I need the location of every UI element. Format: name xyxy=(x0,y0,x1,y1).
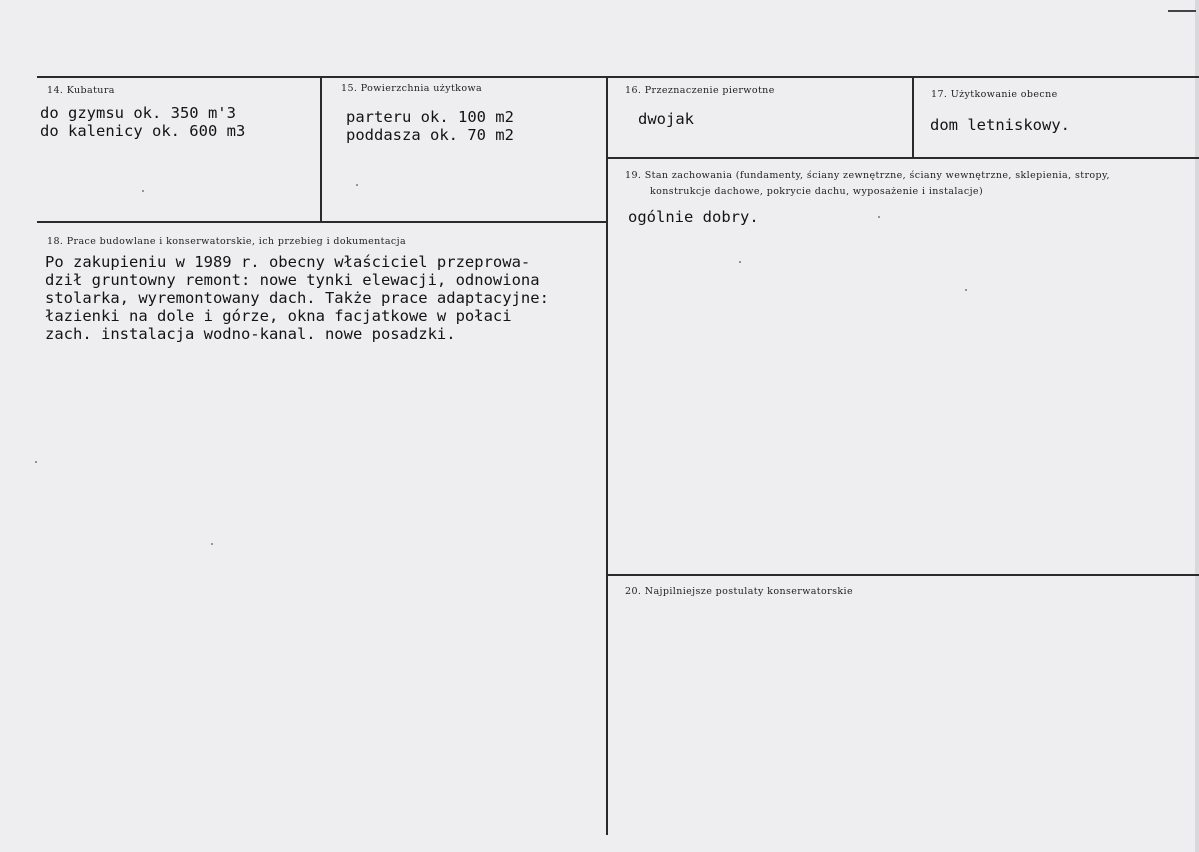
rule-under-16-17 xyxy=(608,157,1199,159)
scan-speck xyxy=(35,461,37,463)
field-14-line-1: do gzymsu ok. 350 m'3 xyxy=(40,104,236,122)
scan-speck xyxy=(878,216,880,218)
field-14-line-2: do kalenicy ok. 600 m3 xyxy=(40,122,246,140)
divider-16-17 xyxy=(912,78,914,158)
field-18-line-1: Po zakupieniu w 1989 r. obecny właściciel przeprowa- xyxy=(45,253,531,271)
field-15-line-1: parteru ok. 100 m2 xyxy=(346,108,514,126)
field-16-value: dwojak xyxy=(638,110,694,128)
divider-left-right xyxy=(606,76,608,835)
field-20-label: 20. Najpilniejsze postulaty konserwatorskie xyxy=(625,586,853,597)
field-18-line-2: dził gruntowny remont: nowe tynki elewacji, odnowiona xyxy=(45,271,540,289)
field-16-label: 16. Przeznaczenie pierwotne xyxy=(625,85,775,96)
corner-mark xyxy=(1168,10,1196,12)
card-edge-shadow xyxy=(1195,0,1199,852)
divider-14-15 xyxy=(320,76,322,223)
field-19-label-line-1: 19. Stan zachowania (fundamenty, ściany zewnętrzne, ściany wewnętrzne, sklepienia, stropy, xyxy=(625,170,1110,181)
top-rule xyxy=(37,76,1199,78)
field-18-label: 18. Prace budowlane i konserwatorskie, ich przebieg i dokumentacja xyxy=(47,236,407,247)
rule-above-20 xyxy=(608,574,1199,576)
field-19-value: ogólnie dobry. xyxy=(628,208,759,226)
scan-speck xyxy=(739,261,741,263)
field-15-label: 15. Powierzchnia użytkowa xyxy=(341,83,483,94)
field-19-label-line-2: konstrukcje dachowe, pokrycie dachu, wyposażenie i instalacje) xyxy=(650,186,984,197)
field-17-value: dom letniskowy. xyxy=(930,116,1070,134)
field-15-line-2: poddasza ok. 70 m2 xyxy=(346,126,514,144)
scan-speck xyxy=(356,184,358,186)
rule-under-14-15 xyxy=(37,221,608,223)
field-18-line-4: łazienki na dole i górze, okna facjatkowe w połaci xyxy=(45,307,512,325)
field-17-label: 17. Użytkowanie obecne xyxy=(931,89,1058,100)
field-18-line-3: stolarka, wyremontowany dach. Także prace adaptacyjne: xyxy=(45,289,549,307)
scan-speck xyxy=(965,289,967,291)
field-18-line-5: zach. instalacja wodno-kanal. nowe posadzki. xyxy=(45,325,456,343)
scan-speck xyxy=(142,190,144,192)
field-14-label: 14. Kubatura xyxy=(47,85,115,96)
scan-speck xyxy=(211,543,213,545)
